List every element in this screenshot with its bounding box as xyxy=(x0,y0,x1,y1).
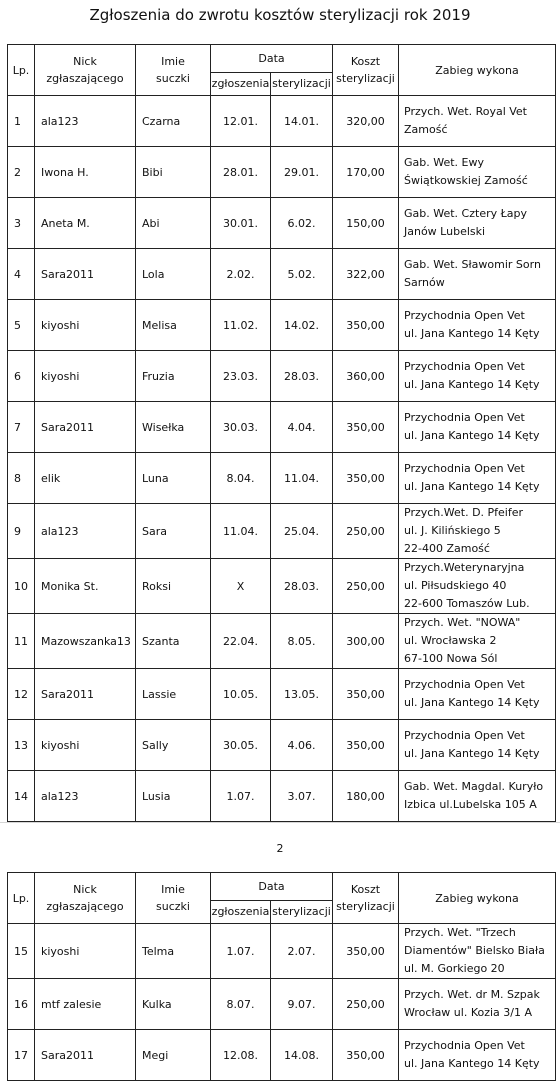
zabieg-line: Świątkowskiej Zamość xyxy=(404,174,528,187)
table-row xyxy=(8,559,556,614)
zabieg-line: Gab. Wet. Magdal. Kuryło xyxy=(404,780,544,793)
zabieg-line: ul. Jana Kantego 14 Kęty xyxy=(404,696,540,709)
header-koszt: Koszt sterylizacji xyxy=(333,873,399,924)
zabieg-line: Gab. Wet. Ewy xyxy=(404,156,485,169)
table-row xyxy=(8,720,556,771)
cell-zabieg xyxy=(399,249,556,300)
zabieg-line: Przych. Wet. dr M. Szpak xyxy=(404,988,540,1001)
cell-imie: Lola xyxy=(136,249,211,300)
cell-koszt: 250,00 xyxy=(333,979,399,1030)
cell-lp: 2 xyxy=(8,147,35,198)
cell-nick: Iwona H. xyxy=(35,147,136,198)
cell-zabieg xyxy=(399,453,556,504)
table-row xyxy=(8,453,556,504)
cell-zabieg xyxy=(399,559,556,614)
cell-zabieg xyxy=(399,147,556,198)
cell-zgloszenia: 8.07. xyxy=(211,979,271,1030)
zabieg-line: Przych. Wet. "NOWA" xyxy=(404,616,521,629)
cell-zgloszenia: 28.01. xyxy=(211,147,271,198)
cell-koszt: 350,00 xyxy=(333,924,399,979)
table-row xyxy=(8,1030,556,1081)
table-row xyxy=(8,300,556,351)
cell-nick: mtf zalesie xyxy=(35,979,136,1030)
zabieg-line: Przychodnia Open Vet xyxy=(404,309,525,322)
cell-imie: Bibi xyxy=(136,147,211,198)
page-break xyxy=(0,822,560,843)
cell-sterylizacji: 13.05. xyxy=(271,669,333,720)
cell-sterylizacji: 8.05. xyxy=(271,614,333,669)
zabieg-line: 67-100 Nowa Sól xyxy=(404,652,498,665)
cell-sterylizacji: 4.06. xyxy=(271,720,333,771)
cell-nick: Sara2011 xyxy=(35,402,136,453)
cell-imie: Szanta xyxy=(136,614,211,669)
header-zgloszenia: zgłoszenia xyxy=(211,72,271,95)
zabieg-line: 22-400 Zamość xyxy=(404,542,490,555)
header-imie: Imie suczki xyxy=(136,873,211,924)
cell-zgloszenia: 11.04. xyxy=(211,504,271,559)
header-data: Data xyxy=(211,873,333,901)
table-row xyxy=(8,249,556,300)
cell-zabieg xyxy=(399,504,556,559)
header-nick: Nick zgłaszającego xyxy=(35,873,136,924)
cell-sterylizacji: 4.04. xyxy=(271,402,333,453)
cell-sterylizacji: 14.01. xyxy=(271,96,333,147)
cell-koszt: 150,00 xyxy=(333,198,399,249)
table-header-row xyxy=(8,45,556,73)
cell-zgloszenia: 30.05. xyxy=(211,720,271,771)
cell-imie: Melisa xyxy=(136,300,211,351)
header-koszt: Koszt sterylizacji xyxy=(333,45,399,96)
zabieg-line: Sarnów xyxy=(404,276,445,289)
zabieg-line: Gab. Wet. Cztery Łapy xyxy=(404,207,528,220)
zabieg-line: Przych. Wet. "Trzech xyxy=(404,926,516,939)
zabieg-line: ul. Jana Kantego 14 Kęty xyxy=(404,429,540,442)
cell-imie: Telma xyxy=(136,924,211,979)
cell-sterylizacji: 3.07. xyxy=(271,771,333,822)
cell-koszt: 170,00 xyxy=(333,147,399,198)
cell-imie: Czarna xyxy=(136,96,211,147)
cell-koszt: 350,00 xyxy=(333,1030,399,1081)
cell-nick: ala123 xyxy=(35,504,136,559)
cell-imie: Wisełka xyxy=(136,402,211,453)
cell-zgloszenia: 23.03. xyxy=(211,351,271,402)
table-row xyxy=(8,351,556,402)
cell-koszt: 360,00 xyxy=(333,351,399,402)
cell-sterylizacji: 28.03. xyxy=(271,559,333,614)
header-data: Data xyxy=(211,45,333,73)
table-row xyxy=(8,924,556,979)
cell-sterylizacji: 25.04. xyxy=(271,504,333,559)
table-row xyxy=(8,198,556,249)
table-row xyxy=(8,771,556,822)
table-row xyxy=(8,402,556,453)
cell-sterylizacji: 28.03. xyxy=(271,351,333,402)
cell-zgloszenia: 30.01. xyxy=(211,198,271,249)
cell-lp: 7 xyxy=(8,402,35,453)
cell-koszt: 350,00 xyxy=(333,402,399,453)
cell-koszt: 320,00 xyxy=(333,96,399,147)
cell-zgloszenia: 1.07. xyxy=(211,924,271,979)
cell-nick: elik xyxy=(35,453,136,504)
table-row xyxy=(8,669,556,720)
cell-sterylizacji: 6.02. xyxy=(271,198,333,249)
cell-sterylizacji: 5.02. xyxy=(271,249,333,300)
cell-nick: ala123 xyxy=(35,771,136,822)
cell-koszt: 322,00 xyxy=(333,249,399,300)
header-imie: Imie suczki xyxy=(136,45,211,96)
cell-zgloszenia: 1.07. xyxy=(211,771,271,822)
cell-zabieg xyxy=(399,198,556,249)
cell-nick: ala123 xyxy=(35,96,136,147)
cell-zgloszenia: 22.04. xyxy=(211,614,271,669)
cell-koszt: 300,00 xyxy=(333,614,399,669)
header-lp: Lp. xyxy=(8,45,35,96)
cell-imie: Fruzia xyxy=(136,351,211,402)
cell-nick: Sara2011 xyxy=(35,249,136,300)
header-nick: Nick zgłaszającego xyxy=(35,45,136,96)
cell-sterylizacji: 29.01. xyxy=(271,147,333,198)
zabieg-line: Przychodnia Open Vet xyxy=(404,729,525,742)
cell-lp: 16 xyxy=(8,979,35,1030)
zabieg-line: Zamość xyxy=(404,123,448,136)
cell-imie: Luna xyxy=(136,453,211,504)
table-body-page-2 xyxy=(8,924,556,1081)
table-row xyxy=(8,614,556,669)
cell-lp: 5 xyxy=(8,300,35,351)
cell-zgloszenia: 10.05. xyxy=(211,669,271,720)
cell-imie: Megi xyxy=(136,1030,211,1081)
cell-zabieg xyxy=(399,720,556,771)
cell-zabieg xyxy=(399,351,556,402)
cell-imie: Abi xyxy=(136,198,211,249)
cell-sterylizacji: 14.02. xyxy=(271,300,333,351)
cell-koszt: 250,00 xyxy=(333,504,399,559)
zabieg-line: Przychodnia Open Vet xyxy=(404,360,525,373)
zabieg-line: Janów Lubelski xyxy=(404,225,486,238)
cell-lp: 3 xyxy=(8,198,35,249)
zabieg-line: Przychodnia Open Vet xyxy=(404,462,525,475)
cell-sterylizacji: 11.04. xyxy=(271,453,333,504)
cell-imie: Lusia xyxy=(136,771,211,822)
cell-koszt: 350,00 xyxy=(333,720,399,771)
table-row xyxy=(8,147,556,198)
cell-zabieg xyxy=(399,402,556,453)
cell-zabieg xyxy=(399,96,556,147)
cell-sterylizacji: 2.07. xyxy=(271,924,333,979)
zabieg-line: ul. Piłsudskiego 40 xyxy=(404,579,507,592)
cell-zgloszenia: 2.02. xyxy=(211,249,271,300)
cell-nick: Sara2011 xyxy=(35,669,136,720)
cell-lp: 1 xyxy=(8,96,35,147)
zabieg-line: ul. Jana Kantego 14 Kęty xyxy=(404,747,540,760)
cell-nick: kiyoshi xyxy=(35,720,136,771)
zabieg-line: ul. Jana Kantego 14 Kęty xyxy=(404,480,540,493)
header-zabieg: Zabieg wykona xyxy=(399,45,556,96)
zabieg-line: Przychodnia Open Vet xyxy=(404,411,525,424)
page-number: 2 xyxy=(276,842,284,855)
cell-koszt: 350,00 xyxy=(333,669,399,720)
cell-sterylizacji: 9.07. xyxy=(271,979,333,1030)
zabieg-line: ul. M. Gorkiego 20 xyxy=(404,962,505,975)
cell-nick: Mazowszanka13 xyxy=(35,614,136,669)
sterilization-table-page-1 xyxy=(7,44,556,822)
cell-imie: Roksi xyxy=(136,559,211,614)
zabieg-line: Przych. Wet. Royal Vet xyxy=(404,105,527,118)
zabieg-line: ul. Jana Kantego 14 Kęty xyxy=(404,327,540,340)
cell-nick: Monika St. xyxy=(35,559,136,614)
cell-lp: 4 xyxy=(8,249,35,300)
cell-zgloszenia: 30.03. xyxy=(211,402,271,453)
zabieg-line: ul. Jana Kantego 14 Kęty xyxy=(404,378,540,391)
cell-koszt: 250,00 xyxy=(333,559,399,614)
cell-nick: Aneta M. xyxy=(35,198,136,249)
cell-zgloszenia: 8.04. xyxy=(211,453,271,504)
header-zabieg: Zabieg wykona xyxy=(399,873,556,924)
cell-lp: 10 xyxy=(8,559,35,614)
table-row xyxy=(8,979,556,1030)
table-body-page-1 xyxy=(8,96,556,822)
cell-zgloszenia: 11.02. xyxy=(211,300,271,351)
cell-zabieg xyxy=(399,924,556,979)
cell-nick: kiyoshi xyxy=(35,924,136,979)
header-sterylizacji: sterylizacji xyxy=(271,900,333,923)
cell-koszt: 350,00 xyxy=(333,453,399,504)
cell-zabieg xyxy=(399,979,556,1030)
zabieg-line: 22-600 Tomaszów Lub. xyxy=(404,597,530,610)
cell-koszt: 180,00 xyxy=(333,771,399,822)
cell-lp: 11 xyxy=(8,614,35,669)
cell-nick: kiyoshi xyxy=(35,300,136,351)
zabieg-line: Przych.Weterynaryjna xyxy=(404,561,525,574)
zabieg-line: Przychodnia Open Vet xyxy=(404,1039,525,1052)
table-row xyxy=(8,96,556,147)
zabieg-line: ul. Jana Kantego 14 Kęty xyxy=(404,1057,540,1070)
cell-zgloszenia: 12.08. xyxy=(211,1030,271,1081)
table-row xyxy=(8,504,556,559)
header-zgloszenia: zgłoszenia xyxy=(211,900,271,923)
cell-lp: 12 xyxy=(8,669,35,720)
document-title: Zgłoszenia do zwrotu kosztów sterylizacji rok 2019 xyxy=(89,6,471,24)
cell-lp: 14 xyxy=(8,771,35,822)
cell-zabieg xyxy=(399,669,556,720)
cell-imie: Sara xyxy=(136,504,211,559)
cell-zabieg xyxy=(399,1030,556,1081)
header-sterylizacji: sterylizacji xyxy=(271,72,333,95)
cell-nick: kiyoshi xyxy=(35,351,136,402)
cell-lp: 15 xyxy=(8,924,35,979)
cell-lp: 13 xyxy=(8,720,35,771)
table-header-row xyxy=(8,873,556,901)
zabieg-line: Izbica ul.Lubelska 105 A xyxy=(404,798,537,811)
cell-koszt: 350,00 xyxy=(333,300,399,351)
zabieg-line: Diamentów" Bielsko Biała xyxy=(404,944,545,957)
zabieg-line: Gab. Wet. Sławomir Sorn xyxy=(404,258,541,271)
cell-lp: 8 xyxy=(8,453,35,504)
cell-lp: 9 xyxy=(8,504,35,559)
cell-zabieg xyxy=(399,771,556,822)
cell-zabieg xyxy=(399,300,556,351)
cell-imie: Lassie xyxy=(136,669,211,720)
cell-sterylizacji: 14.08. xyxy=(271,1030,333,1081)
header-lp: Lp. xyxy=(8,873,35,924)
cell-lp: 6 xyxy=(8,351,35,402)
cell-zgloszenia: X xyxy=(211,559,271,614)
cell-zabieg xyxy=(399,614,556,669)
cell-nick: Sara2011 xyxy=(35,1030,136,1081)
cell-zgloszenia: 12.01. xyxy=(211,96,271,147)
cell-imie: Sally xyxy=(136,720,211,771)
cell-lp: 17 xyxy=(8,1030,35,1081)
zabieg-line: ul. J. Kilińskiego 5 xyxy=(404,524,501,537)
zabieg-line: Przych.Wet. D. Pfeifer xyxy=(404,506,524,519)
sterilization-table-page-2 xyxy=(7,872,556,1081)
cell-imie: Kulka xyxy=(136,979,211,1030)
zabieg-line: ul. Wrocławska 2 xyxy=(404,634,497,647)
zabieg-line: Przychodnia Open Vet xyxy=(404,678,525,691)
zabieg-line: Wrocław ul. Kozia 3/1 A xyxy=(404,1006,533,1019)
